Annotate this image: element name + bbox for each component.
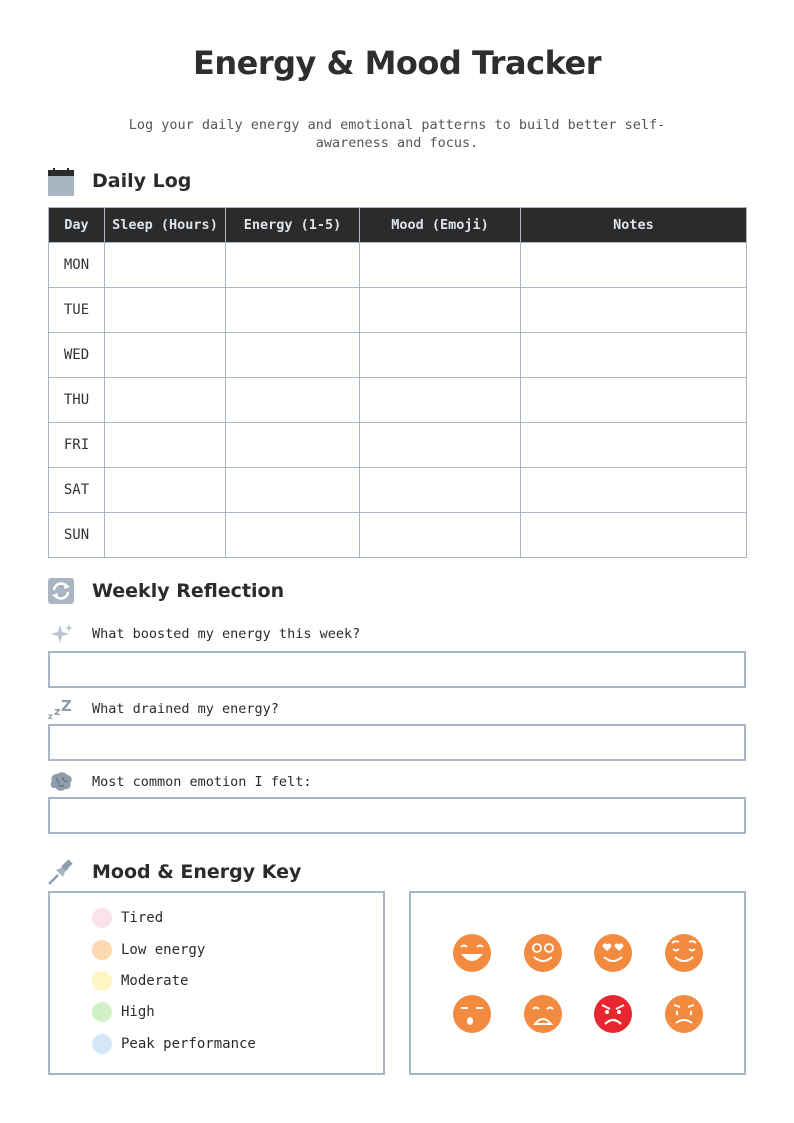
notes-cell[interactable]	[521, 423, 747, 468]
question-label: What boosted my energy this week?	[92, 626, 361, 642]
legend-dot	[92, 940, 112, 960]
page-title: Energy & Mood Tracker	[193, 44, 601, 82]
energy-cell[interactable]	[226, 378, 360, 423]
energy-cell[interactable]	[226, 423, 360, 468]
mood-cell[interactable]	[360, 513, 521, 558]
mood-cell[interactable]	[360, 423, 521, 468]
day-cell: FRI	[49, 423, 105, 468]
legend-item	[92, 1033, 256, 1055]
mood-energy-key-header	[48, 857, 301, 887]
legend-label: Peak performance	[121, 1036, 256, 1052]
svg-text:Z: Z	[61, 698, 72, 715]
mood-cell[interactable]	[360, 468, 521, 513]
table-row	[49, 423, 747, 468]
day-cell: SUN	[49, 513, 105, 558]
table-row	[49, 288, 747, 333]
energy-legend-box	[48, 891, 385, 1075]
legend-dot	[92, 908, 112, 928]
energy-cell[interactable]	[226, 333, 360, 378]
notes-cell[interactable]	[521, 243, 747, 288]
worried-face-icon	[664, 994, 704, 1034]
sleep-zzz-icon	[48, 698, 74, 720]
svg-text:z: z	[54, 705, 61, 718]
unamused-face-icon	[452, 994, 492, 1034]
daily-log-table	[48, 207, 747, 558]
mood-cell[interactable]	[360, 288, 521, 333]
mood-cell[interactable]	[360, 243, 521, 288]
anguished-face-icon	[523, 994, 563, 1034]
notes-cell[interactable]	[521, 468, 747, 513]
weekly-reflection-header	[48, 576, 284, 606]
mood-energy-key-title: Mood & Energy Key	[92, 861, 302, 883]
daily-log-header	[48, 166, 191, 196]
sleep-cell[interactable]	[105, 288, 226, 333]
energy-boost-answer-field[interactable]	[48, 651, 746, 688]
table-row	[49, 333, 747, 378]
column-header-day: Day	[49, 208, 105, 243]
question-row	[48, 698, 279, 720]
column-header-sleep: Sleep (Hours)	[105, 208, 226, 243]
legend-dot	[92, 1034, 112, 1054]
pushpin-icon	[48, 859, 74, 885]
sleep-cell[interactable]	[105, 468, 226, 513]
legend-item	[92, 939, 205, 961]
energy-cell[interactable]	[226, 513, 360, 558]
legend-item	[92, 907, 163, 929]
weekly-reflection-title: Weekly Reflection	[92, 580, 285, 602]
table-row	[49, 378, 747, 423]
brain-icon	[48, 771, 74, 793]
legend-label: Low energy	[121, 942, 206, 958]
table-row	[49, 243, 747, 288]
sleep-cell[interactable]	[105, 243, 226, 288]
mood-cell[interactable]	[360, 333, 521, 378]
question-label: Most common emotion I felt:	[92, 774, 312, 790]
question-row	[48, 623, 360, 645]
day-cell: SAT	[49, 468, 105, 513]
sleep-cell[interactable]	[105, 378, 226, 423]
column-header-energy: Energy (1-5)	[226, 208, 360, 243]
angry-face-icon	[593, 994, 633, 1034]
sleep-cell[interactable]	[105, 513, 226, 558]
question-label: What drained my energy?	[92, 701, 279, 717]
day-cell: MON	[49, 243, 105, 288]
notes-cell[interactable]	[521, 288, 747, 333]
daily-log-title: Daily Log	[92, 170, 192, 192]
notes-cell[interactable]	[521, 378, 747, 423]
day-cell: WED	[49, 333, 105, 378]
energy-drain-answer-field[interactable]	[48, 724, 746, 761]
page-subtitle: Log your daily energy and emotional patterns to build better self-awareness and focus.	[128, 117, 666, 151]
mood-emoji-box	[409, 891, 746, 1075]
legend-label: High	[121, 1004, 155, 1020]
smiling-face-icon	[523, 933, 563, 973]
sleep-cell[interactable]	[105, 333, 226, 378]
table-row	[49, 468, 747, 513]
sparkle-icon	[48, 623, 74, 645]
legend-dot	[92, 971, 112, 991]
legend-item	[92, 1001, 155, 1023]
svg-text:z: z	[48, 712, 53, 720]
energy-cell[interactable]	[226, 288, 360, 333]
refresh-icon	[48, 578, 74, 604]
relieved-face-icon	[664, 933, 704, 973]
mood-cell[interactable]	[360, 378, 521, 423]
column-header-mood: Mood (Emoji)	[360, 208, 521, 243]
day-cell: TUE	[49, 288, 105, 333]
question-row	[48, 771, 311, 793]
legend-label: Moderate	[121, 973, 189, 989]
heart-eyes-face-icon	[593, 933, 633, 973]
energy-cell[interactable]	[226, 468, 360, 513]
column-header-notes: Notes	[521, 208, 747, 243]
notes-cell[interactable]	[521, 513, 747, 558]
table-row	[49, 513, 747, 558]
legend-item	[92, 970, 188, 992]
common-emotion-answer-field[interactable]	[48, 797, 746, 834]
legend-label: Tired	[121, 910, 164, 926]
calendar-icon	[48, 168, 74, 194]
grinning-face-icon	[452, 933, 492, 973]
energy-cell[interactable]	[226, 243, 360, 288]
legend-dot	[92, 1002, 112, 1022]
table-header-row	[49, 208, 747, 243]
notes-cell[interactable]	[521, 333, 747, 378]
day-cell: THU	[49, 378, 105, 423]
sleep-cell[interactable]	[105, 423, 226, 468]
